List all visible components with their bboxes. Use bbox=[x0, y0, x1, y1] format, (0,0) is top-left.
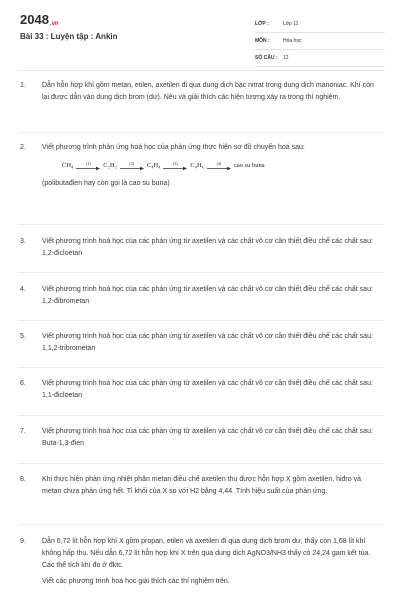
question-number: 7. bbox=[20, 428, 26, 435]
divider bbox=[18, 320, 384, 321]
arrow-label: (2) bbox=[129, 160, 135, 166]
header-divider bbox=[18, 70, 384, 71]
reaction-arrow bbox=[163, 162, 187, 171]
meta-row-count bbox=[255, 50, 385, 67]
question-text: Viết phương trình phản ứng hoá học của phản ứng thực hiện sơ đồ chuyển hoá sau: bbox=[42, 144, 305, 151]
reaction-arrow bbox=[76, 162, 100, 171]
question-number: 6. bbox=[20, 380, 26, 387]
arrow-label: (4) bbox=[216, 160, 222, 166]
species: C₄H₆ bbox=[190, 162, 204, 169]
question-8 bbox=[20, 474, 382, 498]
lesson-title: Bài 33 : Luyện tập : Ankin bbox=[20, 32, 118, 41]
divider bbox=[18, 367, 384, 368]
meta-row-class bbox=[255, 16, 385, 33]
divider bbox=[18, 463, 384, 464]
question-text: Viết phương trình hoá học của các phản ứng từ axetilen và các chất vô cơ cần thiết điều chế các chất sau: 1,1-đicloetan bbox=[42, 380, 373, 399]
question-number: 1. bbox=[20, 82, 26, 89]
species: C₂H₂ bbox=[103, 162, 117, 169]
site-logo[interactable]: 2048.vn bbox=[20, 12, 59, 27]
question-5 bbox=[20, 331, 382, 355]
question-text: Viết các phương trình hoá học giải thích các thí nghiệm trên. bbox=[42, 578, 230, 585]
divider bbox=[18, 272, 384, 273]
meta-key: SỐ CÂU : bbox=[255, 55, 278, 61]
question-number: 5. bbox=[20, 333, 26, 340]
question-7 bbox=[20, 426, 382, 450]
arrow-icon bbox=[207, 166, 231, 171]
divider bbox=[18, 132, 384, 133]
lesson-meta bbox=[255, 16, 385, 67]
question-number: 4. bbox=[20, 286, 26, 293]
question-2 bbox=[20, 142, 382, 190]
meta-value: Lớp 11 bbox=[283, 21, 299, 27]
question-number: 8. bbox=[20, 476, 26, 483]
question-6 bbox=[20, 378, 382, 402]
question-1 bbox=[20, 80, 382, 104]
question-4 bbox=[20, 284, 382, 308]
question-number: 3. bbox=[20, 238, 26, 245]
page-header bbox=[0, 0, 400, 70]
question-text: Viết phương trình hoá học của các phản ứng từ axetilen và các chất vô cơ cần thiết điều chế các chất sau: 1,1,2-tribrometan bbox=[42, 333, 373, 352]
question-text: Dẫn hỗn hợp khí gồm metan, etilen, axetilen đi qua dung dịch bạc nitrat trong dung dịch manoniac. Khí còn lại được dẫn vào dung dịch brom (dư). Nêu và giải thích các hiện tượng xảy ra trong thí nghiệm. bbox=[42, 82, 374, 101]
question-text: Viết phương trình hoá học của các phản ứng từ axetilen và các chất vô cơ cần thiết điều chế các chất sau: 1,2-đibrometan bbox=[42, 286, 373, 305]
question-9 bbox=[20, 536, 382, 588]
arrow-label: (3) bbox=[173, 160, 178, 166]
reaction-scheme bbox=[62, 160, 382, 172]
meta-row-subject bbox=[255, 33, 385, 50]
species: cao su buna bbox=[233, 162, 265, 169]
arrow-label: (1) bbox=[85, 160, 91, 166]
arrow-icon bbox=[163, 166, 187, 171]
question-text: Viết phương trình hoá học của các phản ứng từ axetilen và các chất vô cơ cần thiết điều chế các chất sau: 1,2-đicloetan bbox=[42, 238, 373, 257]
reaction-arrow bbox=[207, 162, 231, 171]
arrow-icon bbox=[120, 166, 144, 171]
arrow-icon bbox=[76, 166, 100, 171]
question-3 bbox=[20, 236, 382, 260]
species: CH₄ bbox=[62, 162, 74, 169]
divider bbox=[18, 224, 384, 225]
question-number: 9. bbox=[20, 538, 26, 545]
meta-key: MÔN : bbox=[255, 38, 270, 44]
meta-key: LỚP : bbox=[255, 21, 269, 27]
meta-value: Hóa học bbox=[283, 38, 302, 44]
question-text: Khi thực hiện phản ứng nhiệt phân metan điều chế axetilen thu được hỗn hợp X gồm axetilen, hiđro và metan chưa phản ứng hết. Tỉ khối của X so với H2 bằng 4,44. Tính hiệu suất của phản ứng. bbox=[42, 476, 361, 495]
question-note: (polibutađien hay còn gọi là cao su buna) bbox=[42, 180, 170, 187]
divider bbox=[18, 524, 384, 525]
question-text: Viết phương trình hoá học của các phản ứng từ axetilen và các chất vô cơ cần thiết điều chế các chất sau: Buta-1,3-đien bbox=[42, 428, 373, 447]
question-text: Dẫn 6,72 lít hỗn hợp khí X gồm propan, etilen và axetilen đi qua dung dịch brom dư, thấy còn 1,68 lít khí không hấp thụ. Nếu dẫn 6,72 lít hỗn hợp khí X trên qua dung dịch AgNO3/NH3 thấy có 24,24 gam kết tủa. Các thể tích khí đo ở đktc. bbox=[42, 538, 371, 569]
reaction-arrow bbox=[120, 162, 144, 171]
divider bbox=[18, 415, 384, 416]
meta-value: 12 bbox=[283, 55, 289, 61]
question-number: 2. bbox=[20, 144, 26, 151]
species: C₄H₄ bbox=[146, 162, 161, 169]
